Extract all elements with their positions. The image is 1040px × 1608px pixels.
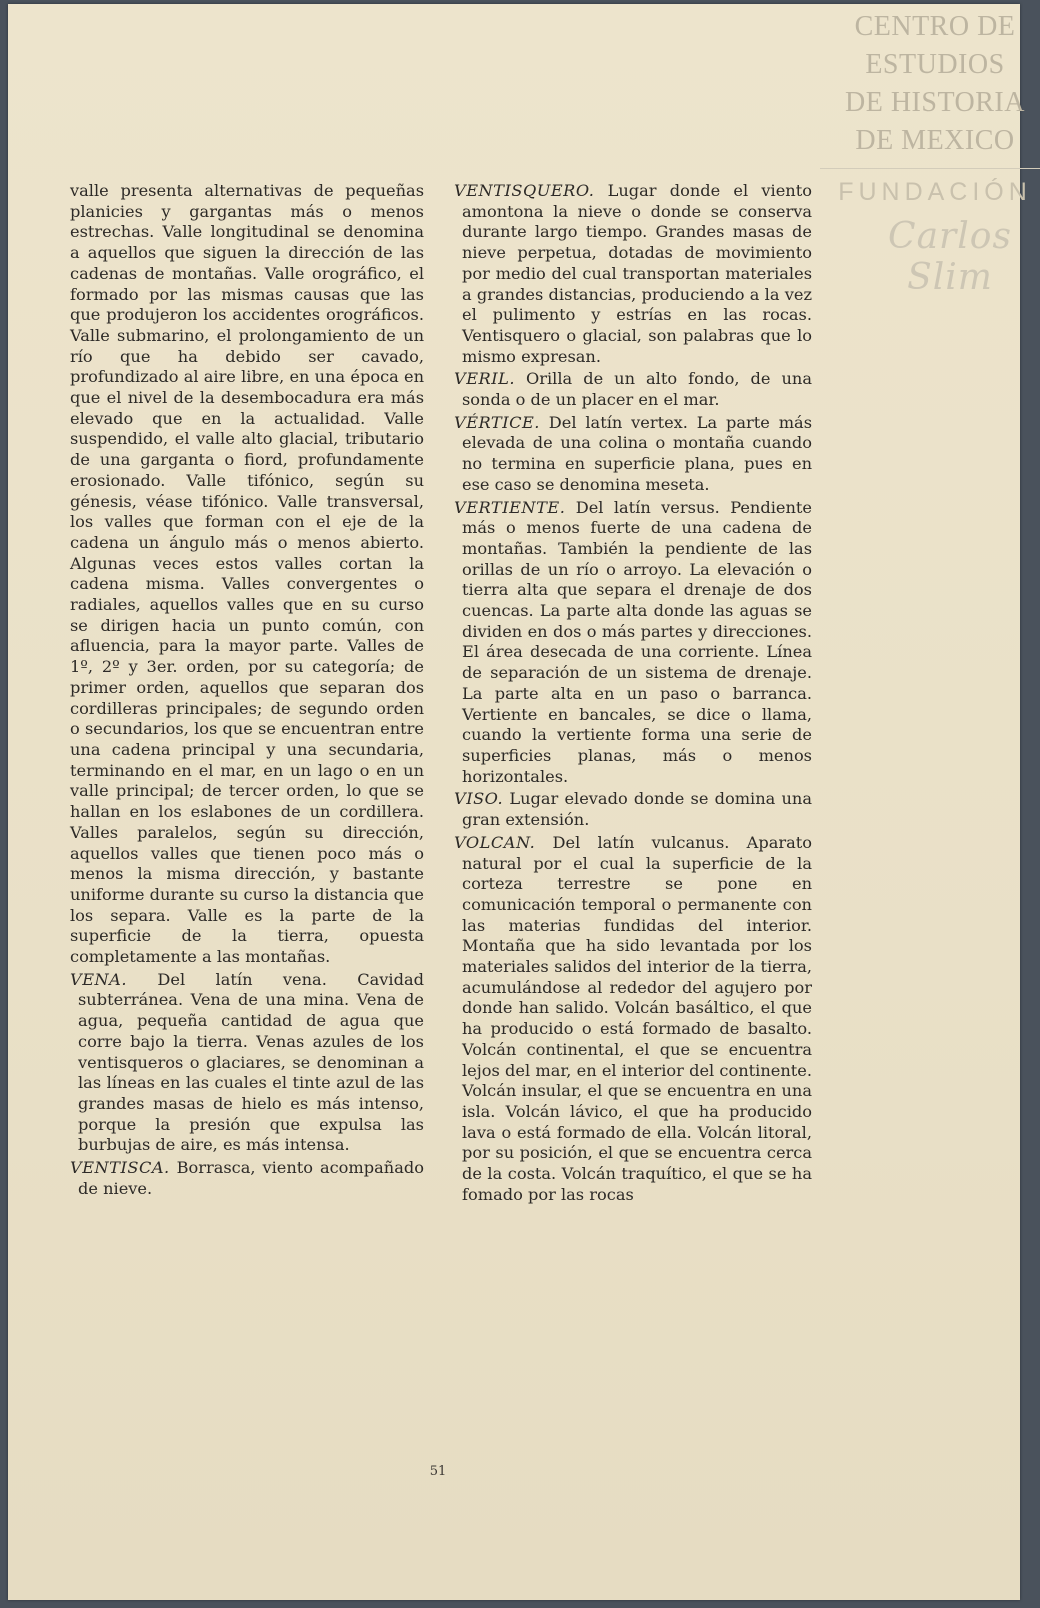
right-column (454, 181, 812, 1207)
entry-definition: Orilla de un alto fondo, de una sonda o de un placer en el mar. (462, 369, 812, 410)
entry-volcan (454, 833, 812, 1206)
entry-vertiente (454, 498, 812, 788)
watermark-line-4: DE MEXICO (855, 125, 1015, 156)
entry-ventisca (70, 1158, 424, 1199)
watermark-line-2: ESTUDIOS (865, 49, 1005, 80)
entry-definition: Del latín vertex. La parte más elevada de una colina o montaña cuando no termina en superficie plana, pues en ese caso se denomina meseta. (462, 412, 812, 494)
entry-term: VENA. (70, 969, 128, 989)
entry-definition: Lugar elevado donde se domina una gran extensión. (462, 789, 812, 830)
entry-term: VENTISQUERO. (454, 181, 595, 200)
entry-veril (454, 369, 812, 410)
entry-definition: Borrasca, viento acompañado de nieve. (78, 1158, 424, 1198)
entry-definition: Del latín vulcanus. Aparato natural por el cual la superficie de la corteza terrestre se pone en comunicación temporal o permanente con las materias fundidas del interior. Montaña que ha sido levantada por los materiales salidos del interior de la tierra, acumulándose al rededor del agujero por donde han salido. Volcán basáltico, el que ha producido o está formado de basalto. Volcán continental, el que se encuentra lejos del mar, en el interior del continente. Volcán insular, el que se encuentra en una isla. Volcán lávico, el que ha producido lava o está formado de ella. Volcán litoral, por su posición, el que se encuentra cerca de la costa. Volcán traquítico, el que se ha fomado por las rocas (462, 832, 812, 1204)
watermark-signature: Carlos Slim (888, 216, 1012, 298)
watermark-line-3: DE HISTORIA (845, 87, 1025, 118)
entry-term: VISO. (454, 789, 504, 809)
watermark (830, 8, 1040, 298)
watermark-line-1: CENTRO DE (854, 11, 1016, 42)
entry-vertice (454, 413, 812, 496)
entry-term: VOLCAN. (454, 832, 536, 852)
watermark-foundation: FUNDACIÓN (838, 178, 1032, 206)
page-number: 51 (429, 1464, 447, 1479)
scanned-page (8, 4, 1032, 1600)
entry-definition: Lugar donde el viento amontona la nieve o donde se conserva durante largo tiempo. Grandes masas de nieve perpetua, dotadas de movimiento por medio del cual transportan materiales a grandes distancias, produciendo a la vez el pulimento y estrías en las rocas. Ventisquero o glacial, son palabras que lo mismo expresan. (462, 181, 812, 366)
entry-ventisquero (454, 181, 812, 367)
watermark-divider (820, 168, 1040, 169)
entry-vena (70, 970, 424, 1156)
entry-definition: Del latín vena. Cavidad subterránea. Vena de una mina. Vena de agua, pequeña cantidad de agua que corre bajo la tierra. Venas azules de los ventisqueros o glaciares, se denominan a las líneas en las cuales el tinte azul de las grandes masas de hielo es más intenso, porque la presión que expulsa las burbujas de aire, es más intensa. (78, 969, 424, 1155)
left-column (70, 181, 424, 1201)
entry-term: VERTIENTE. (454, 497, 566, 517)
entry-viso (454, 789, 812, 830)
entry-term: VENTISCA. (70, 1158, 170, 1178)
valle-continuation: valle presenta alternativas de pequeñas planicies y gargantas más o menos estrechas. Valle longitudinal se denomina a aquellos que siguen la dirección de las cadenas de montañas. Valle orográfico, el formado por las mismas causas que las que produjeron los accidentes orográficos. Valle submarino, el prolongamiento de un río que ha debido ser cavado, profundizado al aire libre, en una época en que el nivel de la desembocadura era más elevado que en la actualidad. Valle suspendido, el valle alto glacial, tributario de una garganta o fiord, profundamente erosionado. Valle tifónico, según su génesis, véase tifónico. Valle transversal, los valles que forman con el eje de la cadena un ángulo más o menos abierto. Algunas veces estos valles cortan la cadena misma. Valles convergentes o radiales, aquellos valles que en su curso se dirigen hacia un punto común, con afluencia, para la mayor parte. Valles de 1º, 2º y 3er. orden, por su categoría; de primer orden, aquellos que separan dos cordilleras principales; de segundo orden o secundarios, los que se encuentran entre una cadena principal y una secundaria, terminando en el mar, en un lago o en un valle principal; de tercer orden, lo que se hallan en los eslabones de un cordillera. Valles paralelos, según su dirección, aquellos valles que tienen poco más o menos la misma dirección, y bastante uniforme durante su curso la distancia que los separa. Valle es la parte de la superficie de la tierra, opuesta completamente a las montañas. (70, 181, 424, 967)
entry-term: VERIL. (454, 369, 515, 389)
entry-definition: Del latín versus. Pendiente más o menos fuerte de una cadena de montañas. También la pendiente de las orillas de un río o arroyo. La elevación o tierra alta que separa el drenaje de dos cuencas. La parte alta donde las aguas se dividen en dos o más partes y direcciones. El área desecada de una corriente. Línea de separación de un sistema de drenaje. La parte alta en un paso o barranca. Vertiente en bancales, se dice o llama, cuando la vertiente forma una serie de superficies planas, más o menos horizontales. (462, 497, 812, 786)
entry-term: VÉRTICE. (454, 412, 540, 432)
